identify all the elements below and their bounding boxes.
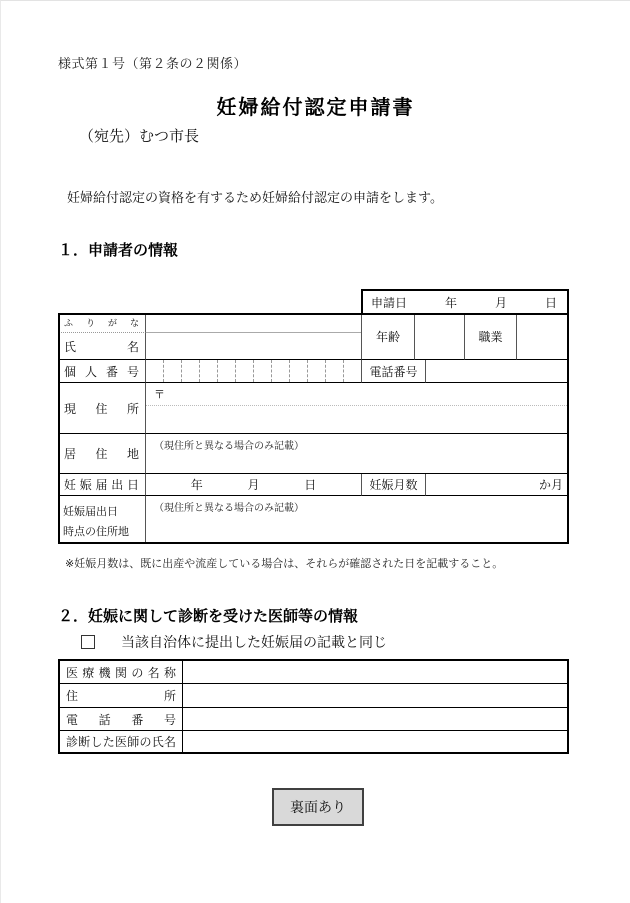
section2-heading: ２．妊娠に関して診断を受けた医師等の情報 — [58, 608, 359, 625]
personal-number-digit-box — [218, 360, 236, 382]
declaration-text: 妊婦給付認定の資格を有するため妊婦給付認定の申請をします。 — [67, 190, 443, 205]
table-row — [60, 731, 567, 752]
medical-institution-phone-field[interactable] — [183, 708, 567, 730]
same-as-notification-row — [81, 632, 387, 652]
personal-number-digit-box — [164, 360, 182, 382]
personal-number-field[interactable] — [146, 360, 361, 383]
notification-date-month-label: 月 — [247, 478, 260, 492]
doctor-info-table — [58, 659, 569, 754]
pregnancy-months-unit: か月 — [538, 478, 563, 492]
application-date-year-label: 年 — [444, 295, 457, 310]
pregnancy-notification-date-label: 妊娠届出日 — [58, 474, 146, 496]
medical-institution-address-label: 住 所 — [60, 684, 183, 707]
current-address-field[interactable] — [146, 383, 569, 434]
furigana-field[interactable] — [146, 313, 361, 333]
residence-label: 居 住 地 — [58, 434, 146, 474]
application-date-month-label: 月 — [494, 295, 507, 310]
phone-label: 電話番号 — [361, 360, 426, 383]
personal-number-digit-box — [344, 360, 361, 382]
personal-number-digit-box — [146, 360, 164, 382]
name-label: 氏 名 — [58, 333, 146, 360]
addressee-line: （宛先）むつ市長 — [79, 128, 200, 145]
form-number: 様式第１号（第２条の２関係） — [58, 56, 248, 71]
applicant-info-table — [58, 289, 569, 544]
postal-line-divider — [146, 405, 569, 406]
application-date-day-label: 日 — [544, 295, 557, 310]
back-side-indicator — [272, 788, 364, 826]
notification-address-field[interactable] — [146, 496, 569, 544]
medical-institution-address-field[interactable] — [183, 684, 567, 707]
table-row — [60, 661, 567, 684]
occupation-label: 職業 — [465, 313, 517, 360]
pregnancy-notification-date-field[interactable] — [146, 474, 361, 496]
diagnosing-doctor-name-field[interactable] — [183, 731, 567, 752]
personal-number-label: 個 人 番 号 — [58, 360, 146, 383]
medical-institution-name-label: 医 療 機 関 の 名 称 — [60, 661, 183, 683]
personal-number-digit-box — [308, 360, 326, 382]
pregnancy-months-field[interactable] — [426, 474, 569, 496]
notification-date-day-label: 日 — [304, 478, 317, 492]
same-as-notification-label: 当該自治体に提出した妊娠届の記載と同じ — [121, 634, 387, 650]
pregnancy-months-label: 妊娠月数 — [361, 474, 426, 496]
notification-date-year-label: 年 — [190, 478, 203, 492]
postal-mark-icon: 〒 — [154, 389, 165, 401]
medical-institution-phone-label: 電 話 番 号 — [60, 708, 183, 730]
personal-number-digit-box — [326, 360, 344, 382]
notification-address-label: 妊娠届出日 時点の住所地 — [58, 496, 146, 544]
personal-number-digit-box — [290, 360, 308, 382]
same-as-notification-checkbox[interactable] — [81, 635, 95, 649]
age-label: 年齢 — [361, 313, 415, 360]
notification-address-note: （現住所と異なる場合のみ記載） — [154, 503, 304, 514]
furigana-label: ふ り が な — [58, 313, 146, 333]
table-row — [60, 708, 567, 731]
application-date-cell[interactable] — [361, 289, 569, 313]
name-field[interactable] — [146, 333, 361, 360]
section1-heading: １．申請者の情報 — [58, 242, 179, 259]
medical-institution-name-field[interactable] — [183, 661, 567, 683]
pregnancy-months-footnote: ※妊娠月数は、既に出産や流産している場合は、それらが確認された日を記載すること。 — [65, 558, 504, 570]
residence-field[interactable] — [146, 434, 569, 474]
phone-field[interactable] — [426, 360, 569, 383]
table-row — [60, 684, 567, 708]
diagnosing-doctor-name-label: 診断した医師の氏名 — [60, 731, 183, 752]
current-address-label: 現 住 所 — [58, 383, 146, 434]
personal-number-digit-box — [200, 360, 218, 382]
back-side-label: 裏面あり — [290, 799, 346, 815]
personal-number-digit-box — [254, 360, 272, 382]
personal-number-digit-box — [182, 360, 200, 382]
residence-note: （現住所と異なる場合のみ記載） — [154, 441, 304, 452]
application-date-label: 申請日 — [371, 295, 408, 310]
personal-number-digit-box — [236, 360, 254, 382]
personal-number-digit-box — [272, 360, 290, 382]
age-field[interactable] — [415, 313, 465, 360]
page-title: 妊婦給付認定申請書 — [216, 97, 415, 119]
occupation-field[interactable] — [517, 313, 569, 360]
